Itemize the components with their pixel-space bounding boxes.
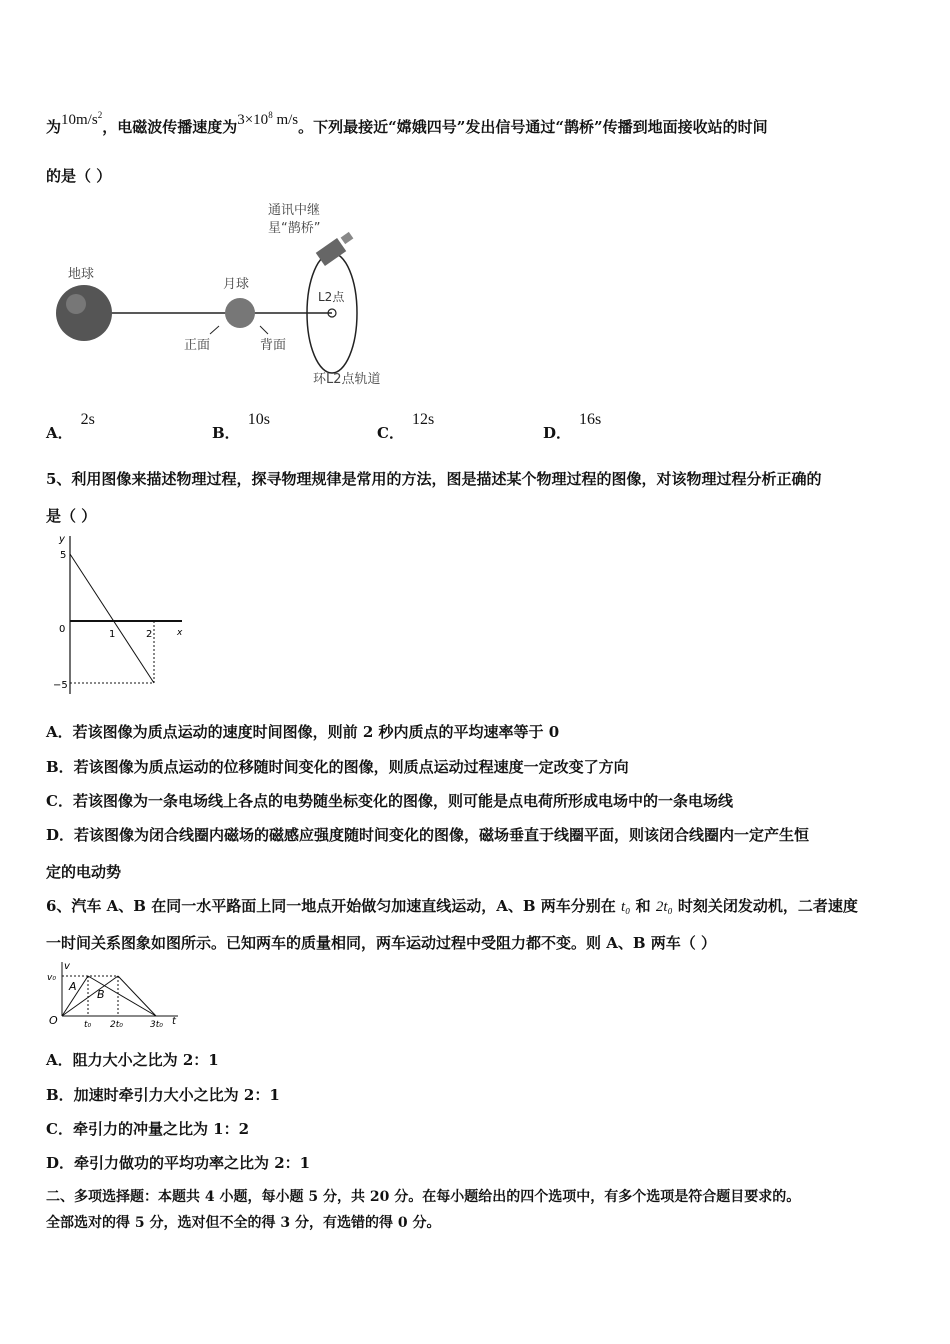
wave-speed-value: $3\times 10^8$ m/s bbox=[237, 110, 299, 128]
l2-label: L2点 bbox=[318, 290, 345, 304]
acceleration-value: $10m/s^2$ bbox=[61, 110, 103, 128]
q5-option-a[interactable]: A．若该图像为质点运动的速度时间图像，则前 2 秒内质点的平均速率等于 0 bbox=[46, 723, 560, 741]
t-axis-label: t bbox=[172, 1016, 176, 1027]
q6-graph bbox=[44, 958, 184, 1030]
q4-figure-earth-moon-l2 bbox=[46, 196, 416, 396]
q6-option-d[interactable]: D．牵引力做功的平均功率之比为 2：1 bbox=[46, 1154, 311, 1172]
q4-text-pre: 为 bbox=[46, 118, 62, 136]
q4-option-d[interactable]: D．16s bbox=[543, 411, 602, 442]
q6-stem-line-1: 6、汽车 A、B 在同一水平路面上同一地点开始做匀加速直线运动，A、B 两车分别在 t₀ 和 2t₀ 时刻关闭发动机，二者速度 bbox=[46, 897, 858, 915]
data-line bbox=[70, 554, 154, 683]
q6-option-c[interactable]: C．牵引力的冲量之比为 1：2 bbox=[46, 1120, 250, 1138]
y-axis-label: y bbox=[59, 534, 65, 545]
y-tick-neg5: −5 bbox=[53, 680, 68, 691]
v-axis-label: v bbox=[64, 961, 70, 972]
back-label: 背面 bbox=[260, 338, 287, 353]
car-b-decel bbox=[118, 976, 156, 1016]
y-tick-5: 5 bbox=[60, 550, 67, 561]
front-label: 正面 bbox=[184, 338, 211, 353]
earth-label: 地球 bbox=[68, 267, 95, 282]
q6-option-a[interactable]: A．阻力大小之比为 2：1 bbox=[46, 1051, 219, 1069]
q5-graph bbox=[46, 530, 196, 700]
origin-o-label: O bbox=[49, 1014, 58, 1027]
t0-tick: t₀ bbox=[84, 1020, 92, 1030]
q4-line-1 bbox=[46, 110, 768, 137]
relay-label-2: 星“鹊桥” bbox=[268, 221, 321, 236]
relay-label-1: 通讯中继 bbox=[268, 203, 321, 218]
moon-icon bbox=[225, 298, 255, 328]
section-2-heading-line-2: 全部选对的得 5 分，选对但不全的得 3 分，有选错的得 0 分。 bbox=[46, 1215, 441, 1231]
q5-option-b[interactable]: B．若该图像为质点运动的位移随时间变化的图像，则质点运动过程速度一定改变了方向 bbox=[46, 758, 629, 776]
q5-option-d[interactable]: D．若该图像为闭合线圈内磁场的磁感应强度随时间变化的图像，磁场垂直于线圈平面，则该闭合线圈内一定产生恒 bbox=[46, 826, 810, 844]
3t0-tick: 3t₀ bbox=[150, 1020, 163, 1030]
q4-text-post: 。下列最接近“嫦娥四号”发出信号通过“鹊桥”传播到地面接收站的时间 bbox=[298, 118, 768, 136]
section-2-heading-line-1: 二、多项选择题：本题共 4 小题，每小题 5 分，共 20 分。在每小题给出的四个选项中，有多个选项是符合题目要求的。 bbox=[46, 1189, 801, 1205]
q4-line-2: 的是（ ） bbox=[46, 167, 112, 185]
q5-stem-line-1: 5、利用图像来描述物理过程，探寻物理规律是常用的方法，图是描述某个物理过程的图像，对该物理过程分析正确的 bbox=[46, 470, 822, 488]
q5-option-c[interactable]: C．若该图像为一条电场线上各点的电势随坐标变化的图像，则可能是点电荷所形成电场中的一条电场线 bbox=[46, 792, 733, 810]
front-arrow bbox=[210, 326, 219, 334]
origin-label: 0 bbox=[59, 624, 66, 635]
q5-stem-line-2: 是（ ） bbox=[46, 507, 97, 525]
v0-label: v₀ bbox=[47, 973, 56, 983]
q4-option-b[interactable]: B．10s bbox=[212, 411, 270, 442]
x-axis-label: x bbox=[177, 628, 183, 638]
x-tick-2: 2 bbox=[146, 629, 153, 640]
2t0-tick: 2t₀ bbox=[110, 1020, 123, 1030]
q5-option-d-cont: 定的电动势 bbox=[46, 863, 122, 881]
x-tick-1: 1 bbox=[109, 629, 116, 640]
car-a-label: A bbox=[69, 980, 77, 993]
q4-option-c[interactable]: C．12s bbox=[377, 411, 435, 442]
q4-option-a[interactable]: A．2s bbox=[46, 411, 95, 442]
q6-option-b[interactable]: B．加速时牵引力大小之比为 2：1 bbox=[46, 1086, 280, 1104]
satellite-icon bbox=[316, 232, 354, 266]
car-b-label: B bbox=[97, 988, 105, 1001]
q6-stem-line-2: 一时间关系图象如图所示。已知两车的质量相同，两车运动过程中受阻力都不变。则 A、B 两车（ ） bbox=[46, 934, 716, 952]
earth-icon bbox=[56, 285, 112, 341]
moon-label: 月球 bbox=[223, 277, 250, 292]
q4-text-mid: ，电磁波传播速度为 bbox=[102, 118, 238, 136]
orbit-label: 环L2点轨道 bbox=[313, 372, 381, 387]
back-arrow bbox=[260, 326, 268, 334]
